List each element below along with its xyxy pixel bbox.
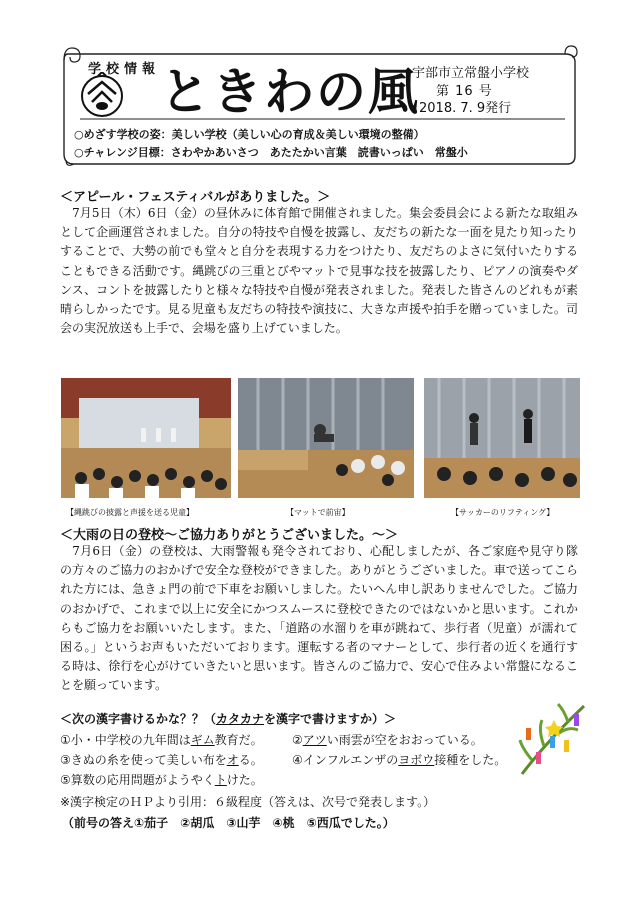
quiz-q5: ⑤算数の応用問題がようやくトけた。 (60, 773, 263, 787)
issue-date: 2018. 7. 9発行 (419, 101, 512, 116)
article-2-body: 7月6日（金）の登校は、大雨警報も発令されており、心配しましたが、各ご家庭や見守り隊の方々のご協力のおかげで安全な登校ができました。ありがとうございました。車で送ってこられた方には、急きょ門の前で下車をお願いしました。たいへん申し訳ありませんでした。ご協力のおかげで、これまで以上に安全にかつスムースに登校できたのではないかと思います。これからもご協力をお願いいたします。また、「道路の水溜りを車が跳ねて、歩行者（児童）が濡れて困る。」というお声もいただいております。運転する者のマナーとして、歩行者の近くを通行する時は、徐行を心がけていきたいと思います。皆さんのご協力で、安心で住みよい常盤になることを願っています。 (60, 544, 578, 693)
newsletter-title: ときわの風 (160, 63, 420, 121)
caption-soccer-lifting: 【サッカーのリフティング】 (451, 508, 555, 517)
challenge-goal: ○チャレンジ目標：さわやかあいさつ あたたかい言葉 読書いっぱい 常盤小 (74, 146, 468, 159)
quiz-title: ＜次の漢字書けるかな？？（カタカナを漢字で書けますか）＞ (60, 712, 397, 726)
quiz-note: ※漢字検定のＨＰより引用：６級程度（答えは、次号で発表します。） (60, 795, 436, 809)
school-goal: ○めざす学校の姿：美しい学校（美しい心の育成＆美しい環境の整備） (74, 128, 425, 141)
school-emblem-icon (80, 72, 124, 118)
quiz-q3: ③きぬの糸を使って美しい布をオる。 (60, 753, 263, 767)
photo-mat-flip (238, 378, 414, 498)
school-name: 宇部市立常盤小学校 (412, 66, 530, 81)
quiz-q2: ②アツい雨雲が空をおおっている。 (292, 733, 483, 747)
photo-jump-rope (61, 378, 231, 498)
tanabata-bamboo-icon (518, 700, 590, 778)
article-1-title: ＜アピール・フェスティバルがありました。＞ (60, 190, 331, 205)
section-label: 学校情報 (88, 62, 161, 77)
caption-mat-flip: 【マットで前宙】 (286, 508, 350, 517)
issue-number: 第 16 号 (436, 84, 493, 99)
quiz-q4: ④インフルエンザのヨボウ接種をした。 (292, 753, 507, 767)
article-1-body: 7月5日（木）6日（金）の昼休みに体育館で開催されました。集会委員会による新たな取組みとして企画運営されました。自分の特技や自慢を披露し、友だちの新たな一面を見たり知ったりすることで、大勢の前でも堂々と自分を表現する力をつけたり、友だちのよさに気付いたりすることもできる活動です。縄跳びの三重とびやマットで見事な技を披露したり、ピアノの演奏やダンス、コントを披露したりと様々な特技や自慢が発表されました。発表した皆さんのどれもが素晴らしかったです。見る児童も友だちの特技や演技に、大きな声援や拍手を贈っていました。司会の実況放送も上手で、会場を盛り上げていました。 (60, 206, 578, 336)
quiz-q1: ①小・中学校の九年間はギム教育だ。 (60, 733, 263, 747)
article-2-title: ＜大雨の日の登校～ご協力ありがとうございました。～＞ (60, 528, 399, 543)
previous-answers: （前号の答え①茄子 ②胡瓜 ③山芋 ④桃 ⑤西瓜でした。） (62, 816, 395, 830)
caption-jump-rope: 【縄跳びの披露と声援を送る児童】 (66, 508, 194, 517)
photo-soccer-lifting (424, 378, 580, 498)
